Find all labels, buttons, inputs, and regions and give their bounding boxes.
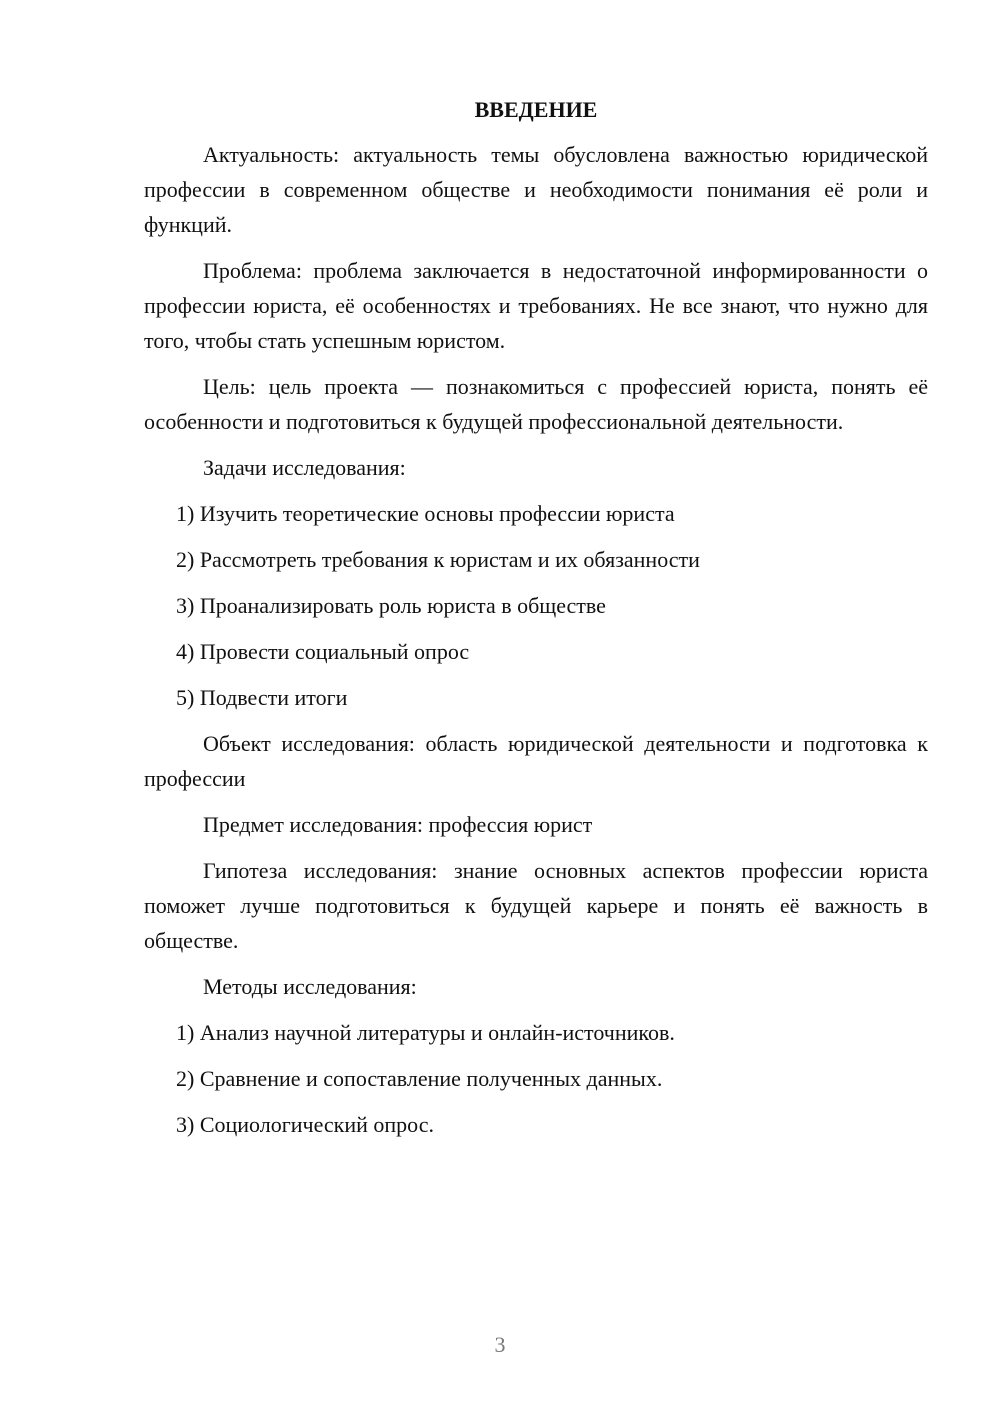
list-item: 2) Рассмотреть требования к юристам и их обязанности — [176, 547, 700, 572]
list-item: 1) Анализ научной литературы и онлайн-источников. — [176, 1020, 675, 1045]
problem-paragraph: Проблема: проблема заключается в недостаточной информированности о профессии юриста, её особенностях и требованиях. Не все знают, что нужно для того, чтобы стать успешным юристом. — [144, 258, 928, 353]
relevance-paragraph: Актуальность: актуальность темы обусловлена важностью юридической профессии в современном обществе и необходимости понимания её роли и функций. — [144, 142, 928, 237]
list-item: 2) Сравнение и сопоставление полученных данных. — [176, 1066, 663, 1091]
hypothesis-paragraph: Гипотеза исследования: знание основных аспектов профессии юриста поможет лучше подготовиться к будущей карьере и понять её важность в обществе. — [144, 858, 928, 953]
document-body — [144, 92, 928, 1153]
methods-heading: Методы исследования: — [203, 974, 417, 999]
object-paragraph: Объект исследования: область юридической деятельности и подготовка к профессии — [144, 731, 928, 791]
list-item: 4) Провести социальный опрос — [176, 639, 470, 664]
page-number: 3 — [494, 1332, 506, 1357]
goal-paragraph: Цель: цель проекта — познакомиться с профессией юриста, понять её особенности и подготовиться к будущей профессиональной деятельности. — [144, 374, 928, 434]
page-title: ВВЕДЕНИЕ — [474, 97, 598, 122]
methods-list — [144, 1015, 928, 1142]
tasks-list — [144, 496, 928, 715]
list-item: 5) Подвести итоги — [176, 685, 348, 710]
subject-paragraph: Предмет исследования: профессия юрист — [203, 812, 593, 837]
tasks-heading: Задачи исследования: — [203, 455, 406, 480]
list-item: 1) Изучить теоретические основы профессии юриста — [176, 501, 675, 526]
list-item: 3) Социологический опрос. — [176, 1112, 434, 1137]
list-item: 3) Проанализировать роль юриста в обществе — [176, 593, 606, 618]
